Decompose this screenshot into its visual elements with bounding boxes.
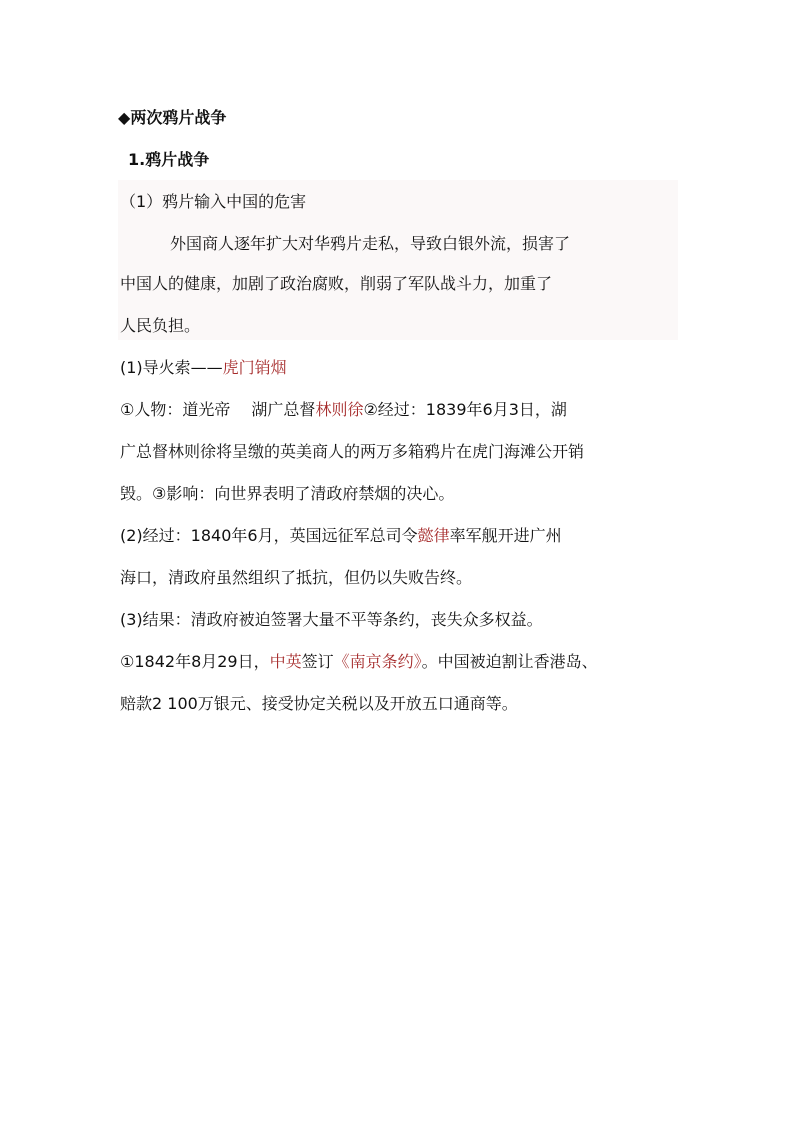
treaty-name: 《南京条约》 — [333, 652, 422, 671]
paragraph-line: 海口，清政府虽然组织了抵抗，但仍以失败告终。 — [120, 568, 473, 587]
process-text: ②经过：1839年6月3日，湖 — [363, 400, 567, 419]
paragraph-line: 中国人的健康，加剧了政治腐败，削弱了军队战斗力，加重了 — [120, 274, 553, 293]
subsection-title: （1）鸦片输入中国的危害 — [120, 192, 307, 211]
section-title: 1.鸦片战争 — [128, 150, 210, 169]
treaty-line — [120, 652, 598, 672]
diamond-bullet-icon: ◆ — [118, 108, 131, 127]
people-line — [120, 400, 567, 420]
paragraph-line: 毁。③影响：向世界表明了清政府禁烟的决心。 — [120, 484, 455, 503]
process-text: (2)经过：1840年6月，英国远征军总司令 — [120, 526, 418, 545]
paragraph-line: 人民负担。 — [120, 316, 201, 335]
main-heading — [118, 108, 226, 128]
commander-name: 懿律 — [417, 526, 450, 545]
result-line: (3)结果：清政府被迫签署大量不平等条约，丧失众多权益。 — [120, 610, 543, 629]
people-text: ①人物：道光帝 湖广总督 — [120, 400, 316, 419]
fuse-line — [120, 358, 287, 378]
paragraph-line: 广总督林则徐将呈缴的英美商人的两万多箱鸦片在虎门海滩公开销 — [120, 442, 585, 461]
treaty-terms: 。中国被迫割让香港岛、 — [421, 652, 598, 671]
treaty-date: ①1842年8月29日， — [120, 652, 270, 671]
fuse-prefix: (1)导火索—— — [120, 358, 223, 377]
treaty-parties: 中英 — [269, 652, 302, 671]
fuse-event: 虎门销烟 — [222, 358, 287, 377]
process-line — [120, 526, 562, 546]
main-heading-text: 两次鸦片战争 — [130, 108, 227, 127]
treaty-verb: 签订 — [301, 652, 334, 671]
paragraph-line: 赔款2 100万银元、接受协定关税以及开放五口通商等。 — [120, 694, 518, 713]
person-name: 林则徐 — [315, 400, 364, 419]
process-text: 率军舰开进广州 — [449, 526, 562, 545]
paragraph-line: 外国商人逐年扩大对华鸦片走私，导致白银外流，损害了 — [170, 234, 571, 253]
